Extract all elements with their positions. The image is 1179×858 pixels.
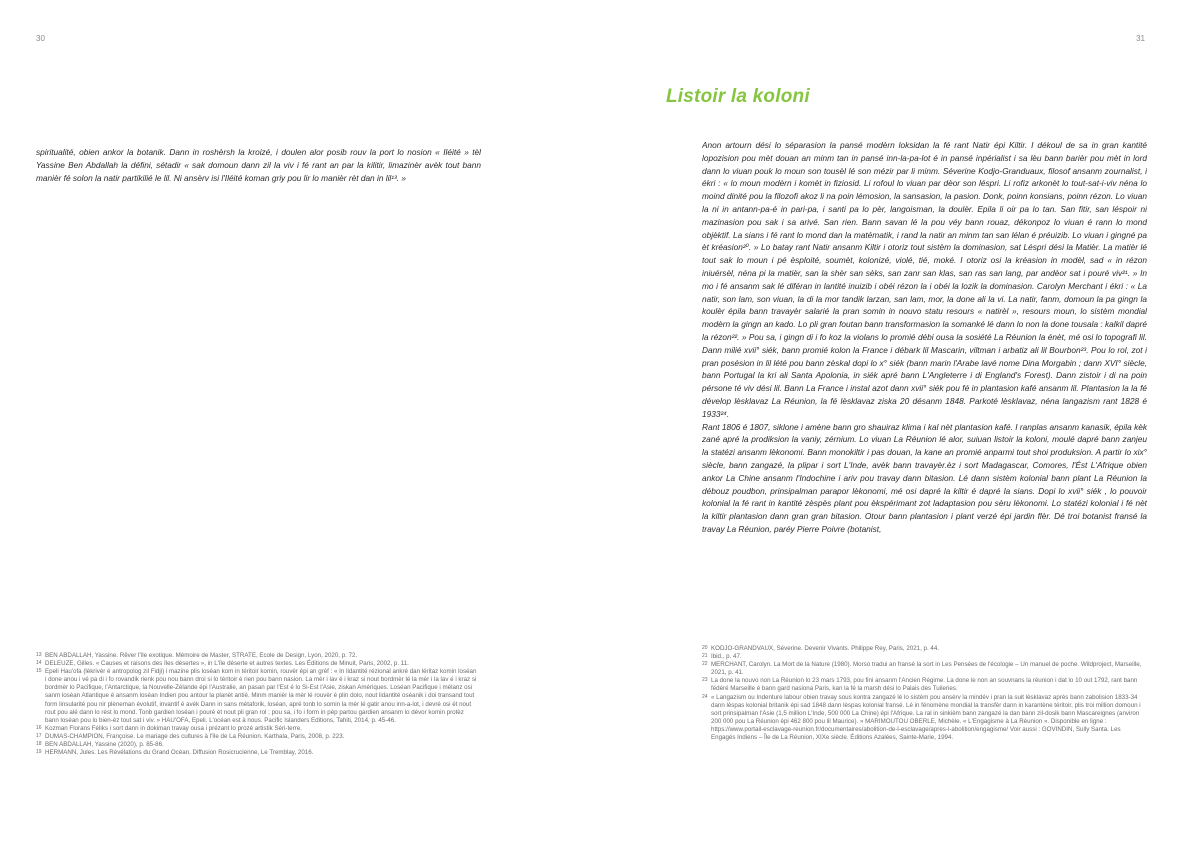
footnote-text: Epeli Hau'ofa (lèkrivèr é antropolog zil Fidji) i mazine plis loséan kom in téritoir komin, rouvèr épi an grèf : « In lidantité rézional ankré dan léritaz komin loséan i done anou i vé pa di i fo rovandik rienk pou nou bann droi si lo téritoir é rien pou bann nasion. La mèr i lav é i kraz si nout bordmèr lé la mèr i la lav é i kraz si bordmèr lo Pacifique, l'Antarctique, la Nouvelle-Zélande épi l'Australie, an pasan par l'Est é lo Si-Est l'Asie, ziskan Amériques. Loséan Pacifique i mélanz osi sanm loséan Atlantique é ansanm loséan Indien pou antour la planèt antié. Minm manièr la mèr lé rouvèr é plin dolo, nout lidantité oséanik i doi transand tout form linsularité pou nir plèneman évolutif, invantif é avèk Dann in sans métaforik, loséan, apré tonb lo somin la mèr lé gatir anou inn-a-lot, i devré osi ét nout rout pou alé dann lo rèst lo mond. Tonb gardien loséan i pouré ét nout pli gran rol ; pou sa, i fo i form in pèp partou gardien ansanm lo dévor komin protèz bann loséan pou lo bien-èz tout sat i viv. » HAU'OFA, Epeli. L'océan est à nous. Pacific Islanders Editions, Tahiti, 2014, p. 45-46. — [45, 668, 477, 724]
footnote-number: 17 — [36, 732, 42, 739]
footnote-text: Ibid., p. 47. — [711, 653, 742, 661]
footnote-number: 13 — [36, 652, 42, 658]
footnote-text: DUMAS-CHAMPION, Françoise. Le mariage des cultures à l'île de La Réunion. Karthala, Paris, 2008, p. 223. — [45, 732, 345, 740]
footnote-text: Kozman Florans Féliks i sort dann in dokiman travay ousa i prézant lo prozé artistik Séri-terre. — [45, 724, 302, 732]
footnote — [36, 668, 478, 725]
footnote-text: La done la nouvo non La Réunion lo 23 mars 1793, pou fini ansanm l'Ancien Régime. La done le non an souvnans la réunion i dat lo 10 out 1792, rant bann fédéré Marseille é bann gard nasiona Paris, kan la fé la marsh dési lo Palais des Tuileries. — [711, 677, 1138, 693]
footnote-number: 18 — [36, 741, 42, 748]
footnote — [36, 660, 478, 668]
footnote-number: 16 — [36, 724, 42, 731]
footnote — [702, 677, 1144, 693]
right-paragraph: Anon artourn dési lo séparasion la pansé modèrn loksidan la fé rant Natir épi Kiltir. I dékoul de sa in gran kantité lopozision pou mèt douan an minm tan in pansé inn-la-pa-lot é in pansé inpérialist i sa lèu bann barièr pou mèt in lord dann lo viuan pouk lo moun son tousèl lé son mézir par li minm. Séverine Kodjo-Granduaux, filosof ansanm zournalist, i ékri : « lo moun modèrn i komèt in fiziosid. Li rofoul lo viuan par dèor son léspri. Li rofiz arkonèt lo tout-sat-i-viv néna lo moind dinité pou la filozofi akoz li na poin lémosion, la sansasion, la pasion. Donk, poinn konsians, poinn rézon. Lo viuan la ni in antann-pa-é in pari-pa, i santi pa lo pèr, langoisman, la doulèr. Epila li oir pa lo tan. San fitir, san léspoir ni mazinasion pou sak i sa arivé. San rien. Bann savan lé la pou véy bann rouaz, dékonpoz lo viuan é rann lo mond objèktif. La sians i fé rant lo mond dan la matématik, i rand la natir an minm tan san lélan é préuizib. Lo viuan i gingné pa èt kréasion²⁰. » Lo batay rant Natir ansanm Kiltir i otoriz tout sistèm la dominasion, sat Léspri dési la Matièr. La matièr lé tout sak lo moun i pé èsploité, soumèt, kolonizé, violé, tié, moké. I otoriz osi la kréasion in modèl, sad « in rézon iniuérsèl, néna pi la matièr, san la shèr san sèks, san zanr san klas, san ras san lang, par andèor sat i pouré viv²¹. » In mo i fé ansanm sak lé diféran in lantité inuizib i obéi rézon la i obéi la lozik la dominasion. Carolyn Merchant i ékri : « La natir, son lam, son viuan, la di la mor tandik larzan, san lam, mor, la done ali la vi. La natir, fanm, domoun la pa gingn la koulèr épila bann travayèr salarié la pran somin in nouvo statu resours « natirèl », resours moun, lo sistèm mondial modèrn la gingn an kado. Lo pli gran foutan bann transformasion la somanké lé dann lo non la done tousala : kalkil dapré la rézon²². » Pou sa, i gingn di i fo koz la violans lo promié débi ousa la sosiété La Réunion la énèt, mé osi lo topografi lil. Dann milié xvii° siék, bann promié kolon la France i débark lil Mascarin, viltman i arbatiz ali lil Bourbon²³. Pou lo rol, zot i pran posésion in lil lété pou bann zèskal dopi lo x° siék (bann marin l'Arabe lavé nome Dina Morgabin ; dann XVI° siècle, bann Portugal la kri ali Santa Apolonia, in siék apré bann L'Angleterre i di England's Forest). Dann zistoir i di na poin pérsone té viv dési lil. Bann La France i instal azot dann xvii° siék pou fé in plantasion kafé ansanm lil. Plantasion la la fé dévelop lèsklavaz La Réunion, la fé lèsklavaz ziska 20 désanm 1848. Parkoté lèsklavaz, néna langazism rant 1828 é 1933²⁴. — [702, 140, 1147, 419]
footnote — [36, 749, 478, 757]
chapter-title: Listoir la koloni — [666, 86, 810, 107]
footnote-text: DELEUZE, Gilles. « Causes et raisons des îles désertes », in L'île déserte et autres textes. Les Éditions de Minuit, Paris, 2002, p. 11. — [45, 660, 409, 668]
footnote — [702, 653, 1144, 661]
footnote-text: HERMANN, Jules. Les Révélations du Grand Océan. Diffusion Rosicrucienne, Le Tremblay, 2016. — [45, 749, 314, 757]
footnote-number: 15 — [36, 668, 42, 675]
footnote — [36, 652, 478, 660]
footnote — [36, 741, 478, 749]
right-footnotes — [702, 645, 1144, 825]
footnote-text: « Langazism ou Indenture labour obien travay sous kontra zangazé lé lo sistèm pou ansèrv la mindév i pran la suit lèsklavaz après bann zabolision 1833-34 dann lèspas kolonial britanik épi sad 1848 dann lèspas kolonial fransé. Lé in fénomène mondial la transfèr dann in karantène téritoir, plis troi million domoun i sort prinsipalman l'Asie (1,5 million L'Inde, 500 000 La Chine) épi l'Afrique. La ral in sinkièm bann zangazé la dan bann zil-dosik bann Mascareignes (anviron 200 000 pou La Réunion épi 462 800 pou lil Maurice). » MARIMOUTOU OBERLE, Michèle. « L'Engagisme à La Réunion ». Disponible en ligne : https://www.portail-esclavage-reunion.fr/documentaires/abolition-de-l-esclavage/apres-l-abolition/engagisme/ Voir aussi : GOVINDIN, Sully Santa. Les Engagés Indiens – Île de La Réunion, XIXe siècle. Éditions Azalées, Sainte-Marie, 1994. — [711, 693, 1141, 742]
left-footnotes — [36, 652, 478, 827]
footnote-number: 24 — [702, 693, 708, 700]
left-body-text — [36, 146, 481, 628]
footnote — [702, 661, 1144, 677]
footnote-number: 23 — [702, 677, 708, 684]
footnote-number: 20 — [702, 645, 708, 651]
left-paragraph: spiritualité, obien ankor la botanik. Dann in roshèrsh la kroizé, i doulen alor posib rouv la port lo nosion « Iléité » tèl Yassine Ben Abdallah la défini, sétadir « sak domoun dann zil la viv i fé rant an par la kilitir, limazinèr avèk tout bann manièr fé solon la natir partikilié le lil. Ni ansèrv isi l'Iléité koman griy pou lir lo manièr rèt dan in lil¹³. » — [36, 147, 481, 183]
footnote — [36, 733, 478, 741]
footnote-text: MERCHANT, Carolyn. La Mort de la Nature (1980). Morso tradui an fransé la sort in Les Pensées de l'écologie – Un manuel de poche. Wildproject, Marseille, 2021, p. 41. — [711, 661, 1142, 677]
page-number-left: 30 — [36, 34, 45, 43]
footnote-number: 22 — [702, 661, 708, 668]
footnote — [702, 694, 1144, 743]
footnote-text: BEN ABDALLAH, Yassine (2020), p. 85-86. — [45, 741, 164, 749]
right-paragraph: Rant 1806 é 1807, siklone i amène bann gro shauiraz klima i kal nèt plantasion kafé. I ranplas ansanm kanasik, épila kèk zané apré la prodiksion la vaniy, zérnium. Lo viuan La Réunion lé alor, suiuan listoir la koloni, moulé dapré bann zanjeu la statézi ansanm lèkonomi. Bann monokiltir i pas douan, la kane an promié anparmi tout shoi produksion. A partir lo xix° siècle, bann zangazé, la plipar i sort L'Inde, avèk bann travayèr.èz i sort Madagascar, Comores, l'Ést L'Afrique obien ankor La Chine ansanm l'Indochine i ariv pou travay dann bitasion. Lé dann sistèm kolonial bann plant La Réunion la débouz poudbon, prinsipalman parapor lèkonomi, mé osi dapré la kiltir é dapré la sians. Dopi lo xvii° siék , lo pouvoir kolonial la fé rant in kantité zèspès plant pou èkspérimant zot ladaptasion pou sèru lèkonomi. Lo statézi kolonial i fé nèt la kiltir plantasion dann gran gran bitasion. Otour bann plantasion i plant verzé épi jardin flèr. Dé troi botanist fransé la travay La Réunion, paréy Pierre Poivre (botanist, — [702, 421, 1147, 534]
footnote-number: 14 — [36, 660, 42, 667]
page-number-right: 31 — [1136, 34, 1145, 43]
footnote-number: 21 — [702, 653, 708, 660]
footnote-number: 19 — [36, 749, 42, 756]
footnote — [36, 725, 478, 733]
footnote-text: KODJO-GRANDVAUX, Séverine. Devenir Vivants. Philippe Rey, Paris, 2021, p. 44. — [711, 645, 939, 652]
right-body-text — [702, 139, 1147, 635]
footnote-text: BEN ABDALLAH, Yassine. Rêver l'île exotique. Mémoire de Master, STRATE, École de Design, Lyon, 2020, p. 72. — [45, 652, 358, 659]
footnote — [702, 645, 1144, 653]
